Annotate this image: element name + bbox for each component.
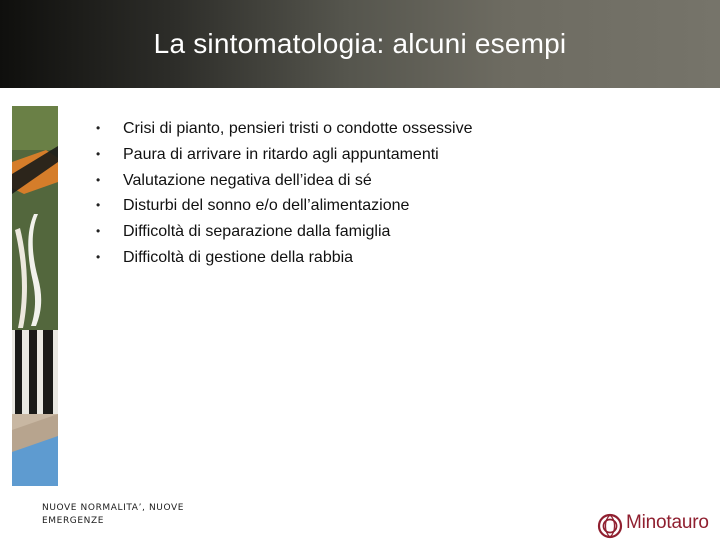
list-item-text: Difficoltà di separazione dalla famiglia <box>123 223 391 241</box>
artwork-strip-image <box>12 106 58 486</box>
bullet-icon: • <box>96 172 101 187</box>
bullet-icon: • <box>96 198 101 213</box>
symptom-list <box>96 116 656 271</box>
list-item <box>96 116 656 142</box>
list-item-text: Valutazione negativa dell’idea di sé <box>123 171 372 189</box>
logo-mark-icon <box>596 512 624 540</box>
logo-text: Minotauro <box>626 512 709 533</box>
decorative-side-artwork <box>12 106 58 486</box>
bullet-icon: • <box>96 224 101 239</box>
list-item <box>96 219 656 245</box>
list-item-text: Paura di arrivare in ritardo agli appuntamenti <box>123 145 439 163</box>
footer-caption-line-1: NUOVE NORMALITA’, NUOVE <box>42 503 185 513</box>
list-item <box>96 193 656 219</box>
title-bar <box>0 0 720 88</box>
list-item <box>96 168 656 194</box>
footer-caption <box>42 502 212 528</box>
list-item-text: Disturbi del sonno e/o dell’alimentazione <box>123 197 410 215</box>
list-item-text: Difficoltà di gestione della rabbia <box>123 248 354 266</box>
list-item-text: Crisi di pianto, pensieri tristi o condotte ossessive <box>123 120 473 137</box>
slide-title: La sintomatologia: alcuni esempi <box>153 28 567 59</box>
list-item <box>96 245 656 271</box>
list-item <box>96 142 656 168</box>
bullet-icon: • <box>96 249 101 264</box>
minotauro-logo <box>596 512 712 540</box>
footer-caption-line-2: EMERGENZE <box>42 516 105 526</box>
bullet-icon: • <box>96 121 101 135</box>
bullet-icon: • <box>96 146 101 161</box>
